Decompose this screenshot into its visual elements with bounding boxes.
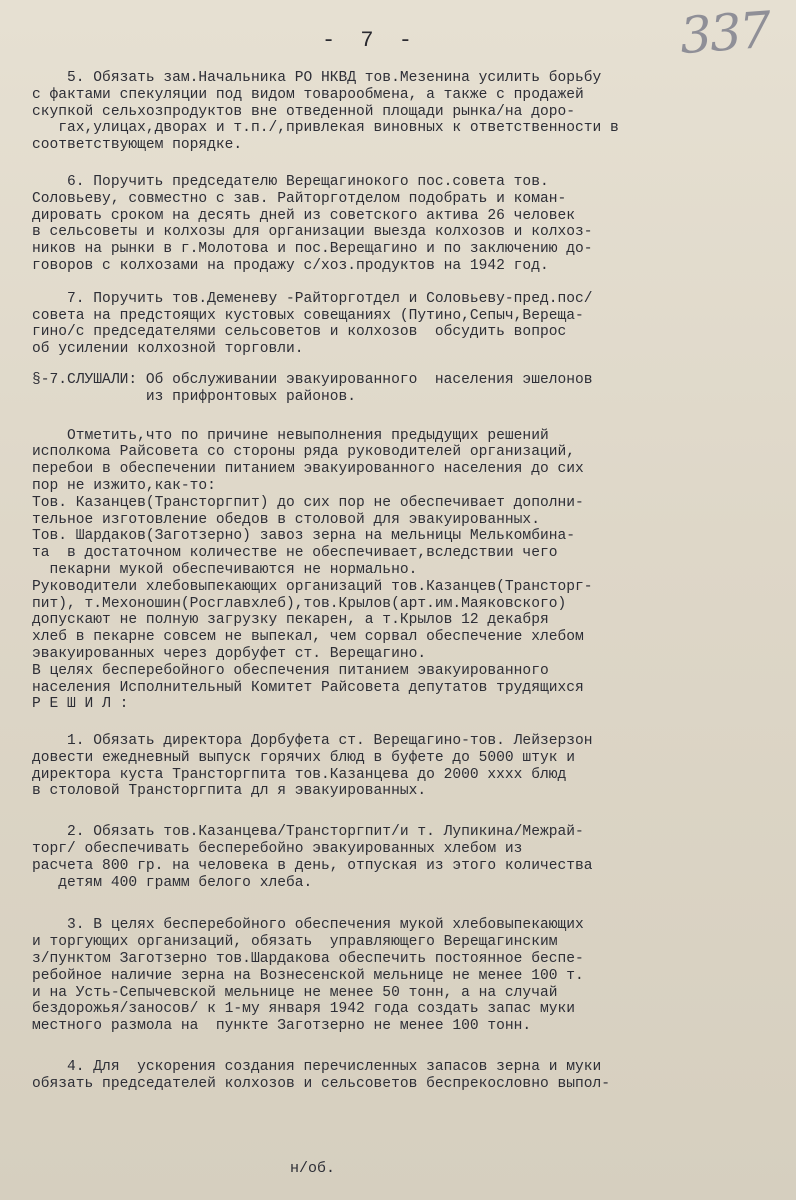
text-line: исполкома Райсовета со стороны ряда руководителей организаций, [32, 444, 575, 461]
text-line: допускают не полную загрузку пекарен, а т.Крылов 12 декабря [32, 612, 549, 629]
text-line: с фактами спекуляции под видом товарообмена, а также с продажей [32, 86, 584, 103]
text-line: тельное изготовление обедов в столовой для эвакуированных. [32, 511, 540, 528]
text-line: ников на рынки в г.Молотова и пос.Верещагино и по заключению до- [32, 241, 593, 258]
text-line: 3. В целях бесперебойного обеспечения мукой хлебовыпекающих [32, 917, 584, 934]
text-line: директора куста Трансторгпита тов.Казанцева до 2000 xxxx блюд [32, 766, 567, 783]
text-line: и торгующих организаций, обязать управляющего Верещагинским [32, 934, 558, 951]
text-line: довести ежедневный выпуск горячих блюд в буфете до 5000 штук и [32, 749, 575, 766]
text-line: гино/с председателями сельсоветов и колхозов обсудить вопрос [32, 324, 567, 341]
text-line: дировать сроком на десять дней из советского актива 26 человек [32, 207, 575, 224]
text-line: скупкой сельхозпродуктов вне отведенной площади рынка/на доро- [32, 103, 575, 120]
text-line: 5. Обязать зам.Начальника РО НКВД тов.Мезенина усилить борьбу [32, 70, 602, 86]
archive-sheet-number: 337 [678, 0, 772, 66]
text-line: 7. Поручить тов.Деменеву -Райторготдел и Соловьеву-пред.пос/ [32, 290, 593, 307]
text-line: населения Исполнительный Комитет Райсовета депутатов трудящихся [32, 679, 584, 696]
text-line: и на Усть-Сепычевской мельнице не менее 50 тонн, а на случай [32, 984, 558, 1001]
text-line: хлеб в пекарне совсем не выпекал, чем сорвал обеспечение хлебом [32, 629, 584, 646]
text-line: гах,улицах,дворах и т.п./,привлекая виновных к ответственности в [32, 120, 619, 137]
text-line: совета на предстоящих кустовых совещаниях (Путино,Сепыч,Вереща- [32, 307, 584, 324]
text-line: та в достаточном количестве не обеспечивает,вследствии чего [32, 545, 558, 562]
paragraph-item6 [32, 174, 786, 275]
paragraph-item7 [32, 291, 786, 358]
text-line: 6. Поручить председателю Верещагинокого пос.совета тов. [32, 173, 549, 190]
text-line: в сельсоветы и колхозы для организации выезда колхозов и колхоз- [32, 224, 593, 241]
paragraph-decision4 [32, 1059, 786, 1093]
text-line: местного размола на пункте Заготзерно не менее 100 тонн. [32, 1018, 532, 1035]
text-line: з/пунктом Заготзерно тов.Шардакова обеспечить постоянное беспе- [32, 951, 584, 968]
text-line: эвакуированных через дорбуфет ст. Верещагино. [32, 645, 427, 662]
text-line: обязать председателей колхозов и сельсоветов беспрекословно выпол- [32, 1075, 611, 1092]
paragraph-item5 [32, 70, 786, 154]
text-line: 2. Обязать тов.Казанцева/Трансторгпит/и т. Лупикина/Межрай- [32, 824, 584, 841]
text-line: пит), т.Мехоношин(Росглавхлеб),тов.Крылов(арт.им.Маяковского) [32, 595, 567, 612]
text-line: говоров с колхозами на продажу с/хоз.продуктов на 1942 год. [32, 257, 549, 274]
text-line: ребойное наличие зерна на Вознесенской мельнице не менее 100 т. [32, 967, 584, 984]
paragraph-heard [32, 372, 786, 406]
text-line: Соловьеву, совместно с зав. Райторготделом подобрать и коман- [32, 190, 567, 207]
text-line: 4. Для ускорения создания перечисленных запасов зерна и муки [32, 1059, 602, 1076]
text-line: Руководители хлебовыпекающих организаций тов.Казанцев(Трансторг- [32, 578, 593, 595]
text-line: бездорожья/заносов/ к 1-му января 1942 года создать запас муки [32, 1001, 575, 1018]
text-line: пекарни мукой обеспечиваются не нормально. [32, 561, 418, 578]
text-line: В целях бесперебойного обеспечения питанием эвакуированного [32, 662, 549, 679]
paragraph-decision1 [32, 733, 786, 800]
text-line: детям 400 грамм белого хлеба. [32, 874, 313, 891]
continuation-note: н/об. [290, 1160, 336, 1177]
text-line: об усилении колхозной торговли. [32, 341, 304, 358]
paragraph-decision3 [32, 917, 786, 1035]
text-line: в столовой Трансторгпита дл я эвакуированных. [32, 783, 427, 800]
text-line: §-7.СЛУШАЛИ: Об обслуживании эвакуированного населения эшелонов [32, 371, 593, 388]
page-number: - 7 - [322, 28, 419, 53]
text-line: Р Е Ш И Л : [32, 696, 129, 713]
text-line: Тов. Казанцев(Трансторгпит) до сих пор не обеспечивает дополни- [32, 494, 584, 511]
text-line: торг/ обеспечивать бесперебойно эвакуированных хлебом из [32, 841, 523, 858]
paragraph-note [32, 428, 786, 714]
text-line: соответствующем порядке. [32, 137, 243, 154]
document-body [32, 70, 786, 1093]
text-line: 1. Обязать директора Дорбуфета ст. Верещагино-тов. Лейзерзон [32, 733, 593, 750]
text-line: пор не изжито,как-то: [32, 477, 216, 494]
text-line: перебои в обеспечении питанием эвакуированного населения до сих [32, 461, 584, 478]
paragraph-decision2 [32, 824, 786, 891]
text-line: из прифронтовых районов. [32, 388, 357, 405]
text-line: Отметить,что по причине невыполнения предыдущих решений [32, 427, 549, 444]
text-line: расчета 800 гр. на человека в день, отпуская из этого количества [32, 857, 593, 874]
text-line: Тов. Шардаков(Заготзерно) завоз зерна на мельницы Мелькомбина- [32, 528, 575, 545]
